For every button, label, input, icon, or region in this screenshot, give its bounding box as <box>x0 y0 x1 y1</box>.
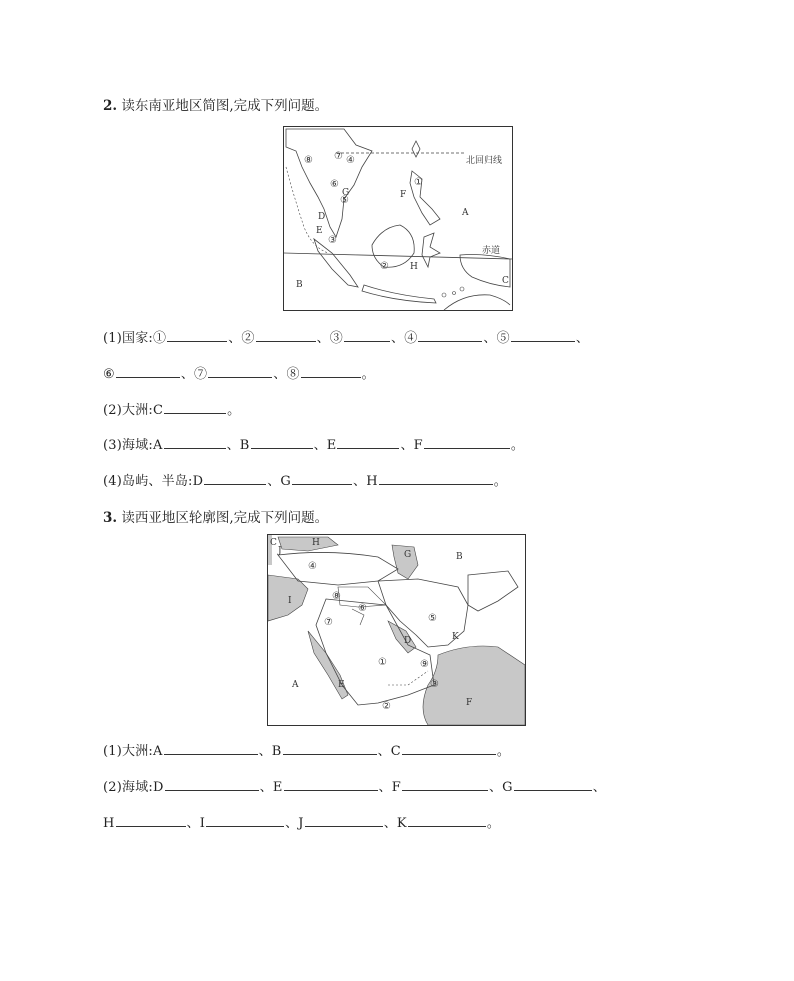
sep: 、 <box>592 780 606 795</box>
sep: 、K <box>383 816 407 831</box>
marker-7: ⑦ <box>334 151 343 162</box>
label-K: K <box>452 632 459 642</box>
question-2-title <box>103 94 328 114</box>
answer-blank[interactable] <box>165 778 259 791</box>
sep: H <box>103 816 115 831</box>
sep: 、G <box>267 474 292 489</box>
q3-sub1-label: (1)大洲:A <box>103 744 163 759</box>
sep: 、G <box>488 780 513 795</box>
west-asia-map <box>267 534 526 726</box>
answer-blank[interactable] <box>418 329 482 342</box>
marker-8: ⑧ <box>332 591 341 602</box>
q2-sub2 <box>103 399 240 418</box>
answer-blank[interactable] <box>292 472 352 485</box>
marker-4: ④ <box>308 561 317 572</box>
answer-blank[interactable] <box>344 329 390 342</box>
label-F: F <box>400 190 407 200</box>
label-E: E <box>338 680 345 690</box>
sep: 。 <box>510 438 525 453</box>
sep: 、④ <box>391 331 418 346</box>
marker-9: ⑨ <box>420 659 429 670</box>
q2-sub3-label: (3)海域:A <box>103 438 163 453</box>
answer-blank[interactable] <box>251 436 313 449</box>
sep: 。 <box>227 403 241 418</box>
marker-7: ⑦ <box>324 617 333 628</box>
q2-sub4 <box>103 470 507 489</box>
question-text: 读西亚地区轮廓图,完成下列问题。 <box>121 510 329 526</box>
sep: 、⑤ <box>483 331 510 346</box>
sep: 、⑧ <box>273 367 300 382</box>
sep: 、C <box>377 744 401 759</box>
answer-blank[interactable] <box>206 814 284 827</box>
marker-5: ⑤ <box>340 195 349 206</box>
label-A: A <box>292 680 299 690</box>
sep: 。 <box>361 367 375 382</box>
label-G: G <box>404 550 412 560</box>
q3-sub2-row1 <box>103 776 606 795</box>
question-text: 读东南亚地区简图,完成下列问题。 <box>121 98 329 114</box>
answer-blank[interactable] <box>164 742 258 755</box>
equator-label: 赤道 <box>482 246 501 256</box>
answer-blank[interactable] <box>164 436 226 449</box>
label-D: D <box>318 212 326 222</box>
marker-8: ⑧ <box>304 155 313 166</box>
label-H: H <box>410 262 418 272</box>
sep: 、J <box>285 816 304 831</box>
sep: 、 <box>575 331 590 346</box>
label-G: G <box>342 188 350 198</box>
sep: 、③ <box>316 331 344 346</box>
sep: 。 <box>493 474 507 489</box>
q3-sub2-row2 <box>103 812 500 831</box>
answer-blank[interactable] <box>116 814 186 827</box>
answer-blank[interactable] <box>284 778 378 791</box>
label-I: I <box>288 596 292 606</box>
marker-2: ② <box>380 261 389 272</box>
q2-sub1-row2 <box>103 363 375 382</box>
label-A: A <box>462 208 469 218</box>
label-C: C <box>502 276 509 286</box>
marker-2: ② <box>382 701 391 712</box>
label-J: J <box>278 546 282 556</box>
southeast-asia-map <box>283 126 513 311</box>
answer-blank[interactable] <box>408 814 486 827</box>
answer-blank[interactable] <box>164 401 226 414</box>
label-D: D <box>404 636 412 646</box>
question-number: 2. <box>103 98 118 114</box>
label-E: E <box>316 226 323 236</box>
tropic-label: 北回归线 <box>466 156 503 166</box>
question-3-title <box>103 506 328 526</box>
q2-sub3 <box>103 434 524 453</box>
marker-1: ① <box>378 657 387 668</box>
marker-1: ① <box>414 177 423 188</box>
marker-5: ⑤ <box>428 613 437 624</box>
q2-sub4-label: (4)岛屿、半岛:D <box>103 474 204 489</box>
q2-sub1-label: (1)国家:① <box>103 331 167 346</box>
sep: ⑥ <box>103 367 115 382</box>
label-F: F <box>466 698 473 708</box>
q2-sub1-row1 <box>103 327 589 346</box>
answer-blank[interactable] <box>514 778 592 791</box>
sep: 、② <box>228 331 255 346</box>
marker-6: ⑥ <box>358 603 367 614</box>
marker-3: ③ <box>430 679 439 690</box>
question-number: 3. <box>103 510 118 526</box>
label-C: C <box>270 538 277 548</box>
answer-blank[interactable] <box>511 329 575 342</box>
q2-sub2-label: (2)大洲:C <box>103 403 164 418</box>
label-B: B <box>456 552 463 562</box>
q3-sub2-label: (2)海域:D <box>103 780 164 795</box>
sep: 。 <box>496 744 511 759</box>
answer-blank[interactable] <box>402 742 496 755</box>
sep: 、I <box>186 816 206 831</box>
label-B: B <box>296 280 303 290</box>
answer-blank[interactable] <box>208 365 272 378</box>
answer-blank[interactable] <box>424 436 510 449</box>
sep: 、E <box>259 780 283 795</box>
label-H: H <box>312 538 320 548</box>
sep: 、⑦ <box>180 367 208 382</box>
answer-blank[interactable] <box>301 365 361 378</box>
sep: 、B <box>258 744 282 759</box>
sep: 、F <box>378 780 401 795</box>
answer-blank[interactable] <box>204 472 266 485</box>
q3-sub1 <box>103 740 510 759</box>
sep: 、E <box>313 438 337 453</box>
answer-blank[interactable] <box>305 814 383 827</box>
answer-blank[interactable] <box>116 365 180 378</box>
marker-3: ③ <box>328 235 337 246</box>
answer-blank[interactable] <box>283 742 377 755</box>
answer-blank[interactable] <box>402 778 488 791</box>
sep: 、F <box>400 438 423 453</box>
marker-6: ⑥ <box>330 179 339 190</box>
sep: 、B <box>226 438 250 453</box>
answer-blank[interactable] <box>256 329 316 342</box>
marker-4: ④ <box>346 155 355 166</box>
sep: 、H <box>353 474 378 489</box>
sep: 。 <box>486 816 501 831</box>
answer-blank[interactable] <box>379 472 493 485</box>
answer-blank[interactable] <box>167 329 227 342</box>
answer-blank[interactable] <box>337 436 399 449</box>
